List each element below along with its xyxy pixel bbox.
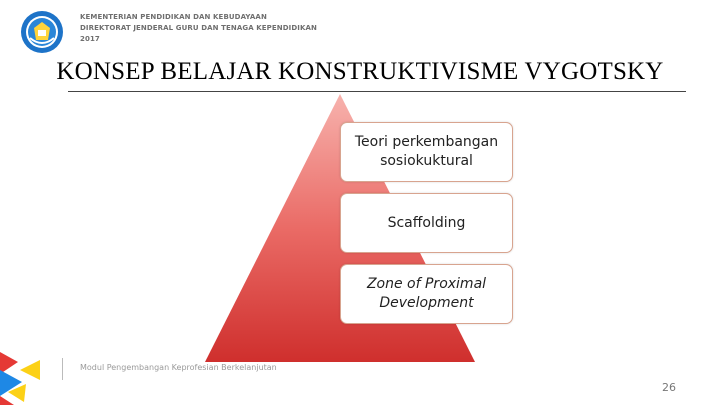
org-line-ministry: KEMENTERIAN PENDIDIKAN DAN KEBUDAYAAN — [80, 13, 267, 21]
org-line-directorate: DIREKTORAT JENDERAL GURU DAN TENAGA KEPENDIDIKAN — [80, 24, 317, 32]
pyramid-level-sociocultural: Teori perkembangan sosiokuktural — [340, 122, 513, 182]
org-line-year: 2017 — [80, 35, 100, 43]
slide-title: KONSEP BELAJAR KONSTRUKTIVISME VYGOTSKY — [56, 58, 664, 85]
brand-corner-shapes-icon — [0, 352, 48, 405]
pyramid-level-zpd: Zone of Proximal Development — [340, 264, 513, 324]
footer-module-name: Modul Pengembangan Keprofesian Berkelanjutan — [80, 363, 277, 372]
pyramid-level-scaffolding: Scaffolding — [340, 193, 513, 253]
page-number: 26 — [662, 381, 676, 394]
footer-divider — [62, 358, 63, 380]
